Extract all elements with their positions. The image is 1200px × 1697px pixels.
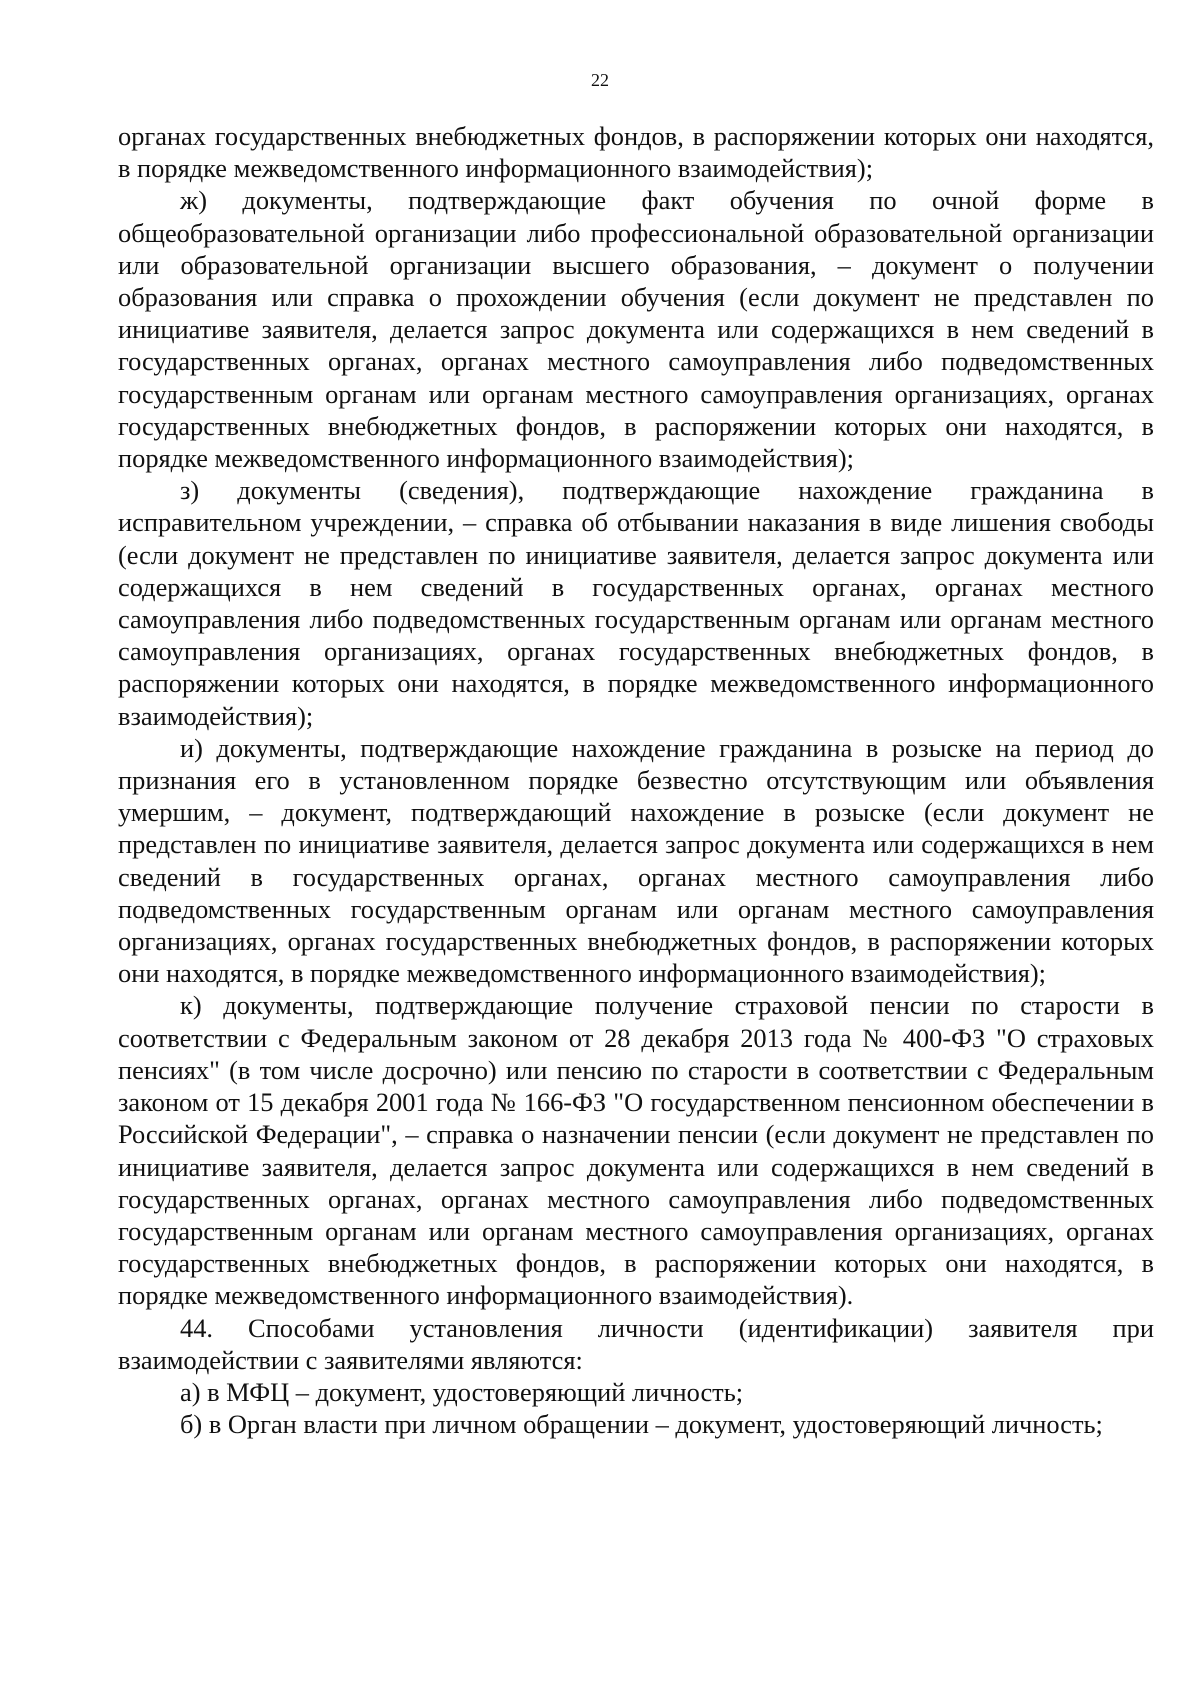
paragraph-item-b: б) в Орган власти при личном обращении – документ, удостоверяющий личность; — [180, 1409, 1103, 1440]
paragraph-item-zh: ж) документы, подтверждающие факт обучения по очной форме в общеобразовательной организации либо профессиональной образовательной организации или образовательной организации высшего образования, – документ о получении образования или справка о прохождении обучения (если документ не представлен по инициативе заявителя, делается запрос документа или содержащихся в нем сведений в государственных органах, органах местного самоуправления либо подведомственных государственным органам или органам местного самоуправления организациях, органах государственных внебюджетных фондов, в распоряжении которых они находятся, в порядке межведомственного информационного взаимодействия); — [118, 185, 1154, 474]
paragraph-continuation: органах государственных внебюджетных фондов, в распоряжении которых они находятся, в порядке межведомственного информационного взаимодействия); — [118, 121, 1154, 184]
paragraph-item-a: а) в МФЦ – документ, удостоверяющий личность; — [180, 1376, 744, 1407]
page-number: 22 — [591, 70, 609, 90]
paragraph-clause-44: 44. Способами установления личности (идентификации) заявителя при взаимодействии с заявителями являются: — [118, 1312, 1154, 1375]
paragraph-item-i: и) документы, подтверждающие нахождение гражданина в розыске на период до признания его в установленном порядке безвестно отсутствующим или объявления умершим, – документ, подтверждающий нахождение в розыске (если документ не представлен по инициативе заявителя, делается запрос документа или содержащихся в нем сведений в государственных органах, органах местного самоуправления либо подведомственных государственным органам или органам местного самоуправления организациях, органах государственных внебюджетных фондов, в распоряжении которых они находятся, в порядке межведомственного информационного взаимодействия); — [118, 732, 1154, 989]
paragraph-item-k: к) документы, подтверждающие получение страховой пенсии по старости в соответствии с Федеральным законом от 28 декабря 2013 года № 400-ФЗ "О страховых пенсиях" (в том числе досрочно) или пенсию по старости в соответствии с Федеральным законом от 15 декабря 2001 года № 166-ФЗ "О государственном пенсионном обеспечении в Российской Федерации", – справка о назначении пенсии (если документ не представлен по инициативе заявителя, делается запрос документа или содержащихся в нем сведений в государственных органах, органах местного самоуправления либо подведомственных государственным органам или органам местного самоуправления организациях, органах государственных внебюджетных фондов, в распоряжении которых они находятся, в порядке межведомственного информационного взаимодействия). — [118, 990, 1154, 1311]
paragraph-item-z: з) документы (сведения), подтверждающие нахождение гражданина в исправительном учреждении, – справка об отбывании наказания в виде лишения свободы (если документ не представлен по инициативе заявителя, делается запрос документа или содержащихся в нем сведений в государственных органах, органах местного самоуправления либо подведомственных государственным органам или органам местного самоуправления организациях, органах государственных внебюджетных фондов, в распоряжении которых они находятся, в порядке межведомственного информационного взаимодействия); — [118, 475, 1154, 731]
document-body — [118, 120, 1154, 1440]
